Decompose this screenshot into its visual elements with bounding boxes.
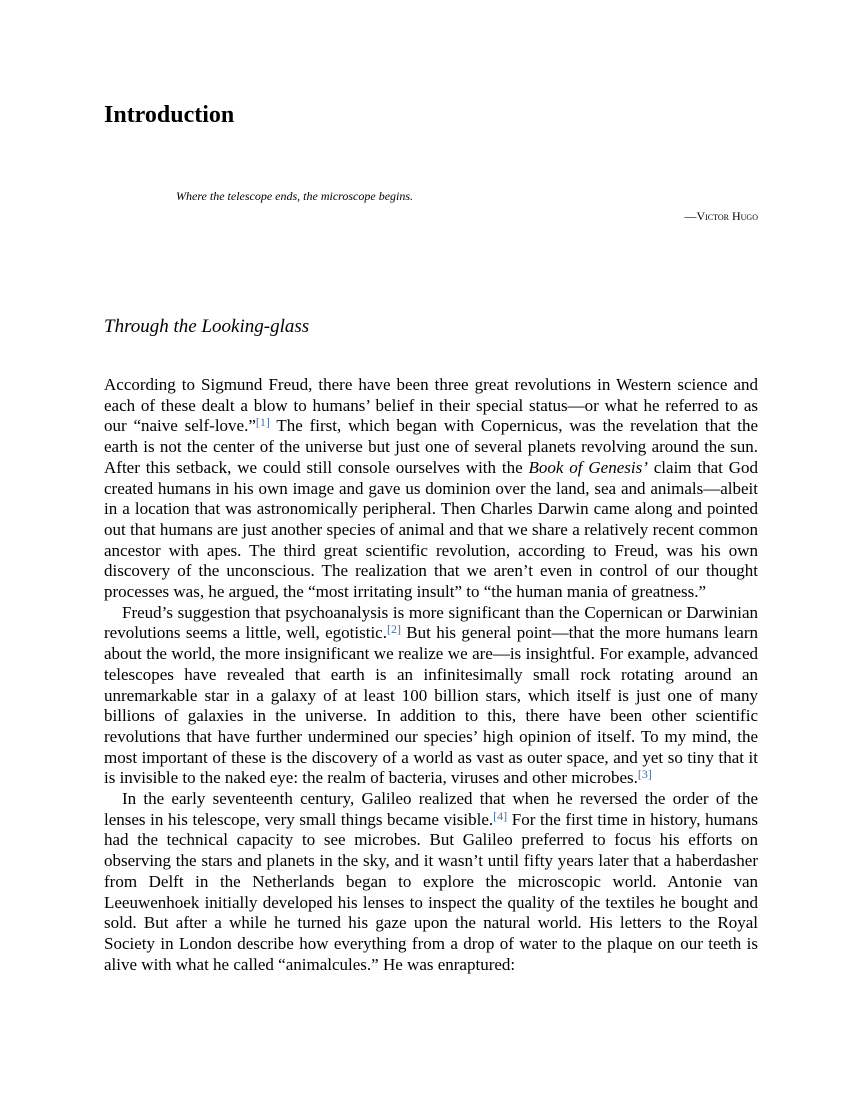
footnote-link-4[interactable]: [4] — [493, 808, 508, 823]
paragraph-text: For the first time in history, humans had the technical capacity to see microbes. But Galileo preferred to focus his efforts on observing the stars and planets in the sky, and it wasn’t until fifty years later that a haberdasher from Delft in the Netherlands began to explore the microscopic world. Antonie van Leeuwenhoek initially developed his lenses to inspect the quality of the textiles he bought and sold. But after a while he turned his gaze upon the natural world. His letters to the Royal Society in London describe how everything from a drop of water to the plaque on our teeth is alive with what he called “animalcules.” He was enraptured: — [104, 809, 758, 974]
footnote-link-2[interactable]: [2] — [386, 622, 401, 637]
footnote-link-1[interactable]: [1] — [255, 415, 270, 430]
epigraph-dash: — — [684, 209, 697, 223]
paragraph-text: claim that God created humans in his own image and gave us dominion over the land, sea and animals—albeit in a location that was astronomically peripheral. Then Charles Darwin came along and pointed out that humans are just another species of animal and that we share a relatively recent common ancestor with apes. The third great scientific revolution, according to Freud, was his own discovery of the unconscious. The realization that we aren’t even in control of our thought processes was, he argued, the “most irritating insult” to “the human mania of greatness.” — [104, 457, 759, 602]
footnote-link-3[interactable]: [3] — [637, 767, 652, 782]
paragraph-3 — [104, 789, 758, 975]
paragraph-text: But his general point—that the more humans learn about the world, the more insignificant we realize we are—is insightful. For example, advanced telescopes have revealed that earth is an infinitesimally small rock rotating around an unremarkable star in a galaxy of at least 100 billion stars, which itself is just one of many billions of galaxies in the universe. In addition to this, there have been other scientific revolutions that have further undermined our species’ high opinion of itself. To my mind, the most important of these is the discovery of a world as vast as outer space, and yet so tiny that it is invisible to the naked eye: the realm of bacteria, viruses and other microbes. — [104, 623, 758, 788]
book-title: Book of Genesis’ — [528, 457, 648, 477]
paragraph-1 — [104, 375, 758, 603]
paragraph-2 — [104, 603, 758, 789]
chapter-title: Introduction — [104, 102, 235, 128]
paragraph-text: Freud’s suggestion that psychoanalysis is more significant than the Copernican or Darwinian revolutions seems a little, well, egotistic. — [104, 602, 758, 643]
section-title: Through the Looking-glass — [104, 316, 310, 337]
epigraph-attribution — [176, 208, 758, 225]
body-text — [104, 375, 758, 975]
epigraph — [176, 188, 758, 225]
epigraph-author: Victor Hugo — [696, 209, 758, 223]
paragraph-text: According to Sigmund Freud, there have been three great revolutions in Western science and each of these dealt a blow to humans’ belief in their special status—or what he referred to as our “naive self-love.” — [104, 375, 758, 436]
paragraph-text: The first, which began with Copernicus, was the revelation that the earth is not the center of the universe but just one of several planets revolving around the sun. After this setback, we could still console ourselves with the — [104, 416, 758, 477]
epigraph-quote: Where the telescope ends, the microscope begins. — [176, 189, 414, 203]
paragraph-text: In the early seventeenth century, Galileo realized that when he reversed the order of the lenses in his telescope, very small things became visible. — [104, 789, 758, 829]
